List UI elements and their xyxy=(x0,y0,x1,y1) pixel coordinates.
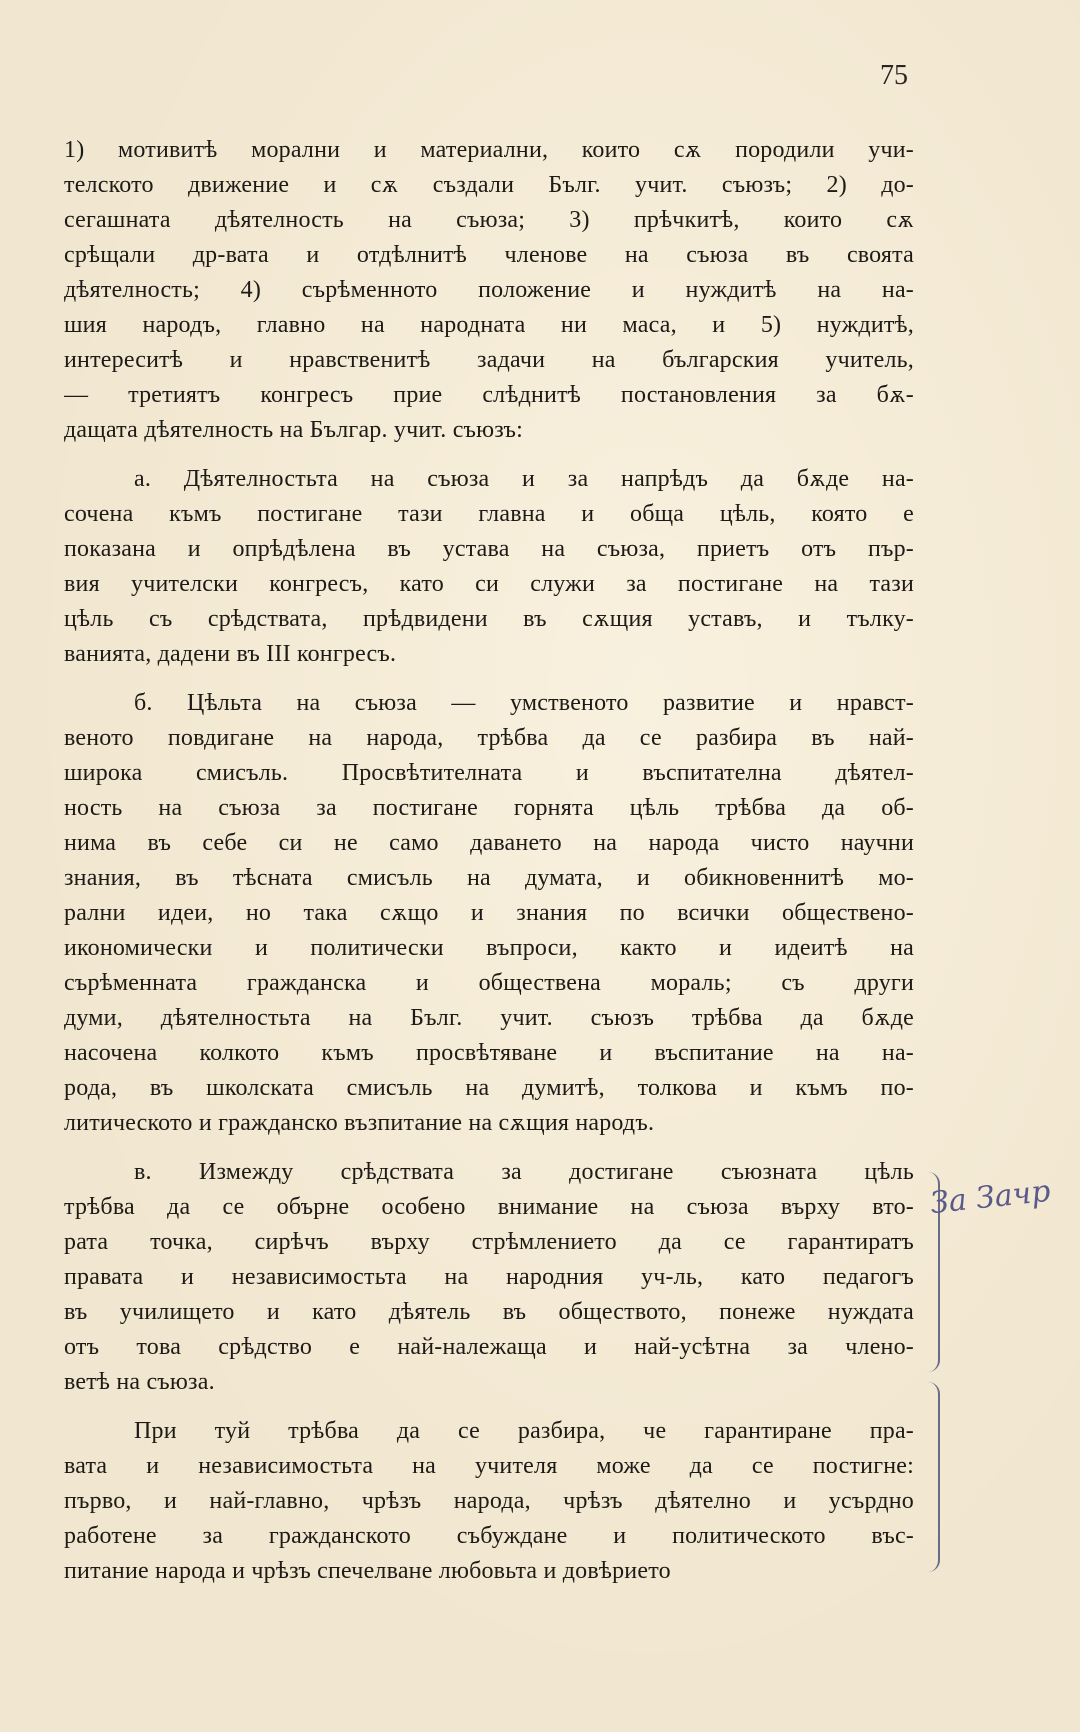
text-line: широка смисъль. Просвѣтителната и въспитателна дѣятел- xyxy=(64,760,914,786)
text-line: трѣбва да се обърне особено внимание на съюза върху вто- xyxy=(64,1194,914,1220)
text-line: телското движение и сѫ създали Бълг. учит. съюзъ; 2) до- xyxy=(64,172,914,198)
text-line: рода, въ школската смисъль на думитѣ, толкова и къмъ по- xyxy=(64,1075,914,1101)
text-line: работене за гражданското събуждане и политическото въс- xyxy=(64,1523,914,1549)
text-line: дащата дѣятелность на Българ. учит. съюзъ: xyxy=(64,417,524,443)
paragraph xyxy=(64,462,914,672)
text-line: сегашната дѣятелность на съюза; 3) прѣчкитѣ, които сѫ xyxy=(64,207,914,233)
text-line: ветѣ на съюза. xyxy=(64,1369,215,1395)
text-line: отъ това срѣдство е най-належаща и най-усѣтна за члено- xyxy=(64,1334,914,1360)
text-line: рата точка, сирѣчъ върху стрѣмлението да се гарантиратъ xyxy=(64,1229,914,1255)
text-line: ность на съюза за постигане горнята цѣль трѣбва да об- xyxy=(64,795,914,821)
text-line: насочена колкото къмъ просвѣтяване и въспитание на на- xyxy=(64,1040,914,1066)
text-line: сочена къмъ постигане тази главна и обща цѣль, която е xyxy=(64,501,914,527)
text-line: знания, въ тѣсната смисъль на думата, и обикновеннитѣ мо- xyxy=(64,865,914,891)
text-line: срѣщали др-вата и отдѣлнитѣ членове на съюза въ своята xyxy=(64,242,914,268)
text-line: правата и независимостьта на народния уч-ль, като педагогъ xyxy=(64,1264,914,1290)
text-line: ванията, дадени въ III конгресъ. xyxy=(64,641,397,667)
text-line: вия учителски конгресъ, като си служи за постигане на тази xyxy=(64,571,914,597)
paragraph-gap xyxy=(64,672,914,686)
text-line: икономически и политически въпроси, както и идеитѣ на xyxy=(64,935,914,961)
text-line: рални идеи, но така сѫщо и знания по всички обществено- xyxy=(64,900,914,926)
text-line: показана и опрѣдѣлена въ устава на съюза, приетъ отъ пър- xyxy=(64,536,914,562)
handwritten-marginal-note: За Зачр xyxy=(928,1173,1053,1222)
text-line: в. Измежду срѣдствата за достигане съюзната цѣль xyxy=(134,1159,914,1185)
text-line: б. Цѣльта на съюза — умственото развитие и нравст- xyxy=(134,690,914,716)
margin-brace-mark xyxy=(918,1382,940,1572)
page-number: 75 xyxy=(880,60,908,91)
paragraph xyxy=(64,133,914,448)
paragraph-gap xyxy=(64,448,914,462)
text-line: въ училището и като дѣятель въ обществото, понеже нуждата xyxy=(64,1299,914,1325)
text-line: питание народа и чрѣзъ спечелване любовьта и довѣрието xyxy=(64,1558,671,1584)
text-line: вата и независимостьта на учителя може да се постигне: xyxy=(64,1453,914,1479)
text-line: нима въ себе си не само даването на народа чисто научни xyxy=(64,830,914,856)
text-line: първо, и най-главно, чрѣзъ народа, чрѣзъ дѣятелно и усърдно xyxy=(64,1488,914,1514)
text-line: дѣятелность; 4) сърѣменното положение и нуждитѣ на на- xyxy=(64,277,914,303)
text-line: веното повдигане на народа, трѣбва да се разбира въ най- xyxy=(64,725,914,751)
text-line: При туй трѣбва да се разбира, че гарантиране пра- xyxy=(134,1418,914,1444)
page-body xyxy=(64,133,914,1589)
text-line: интереситѣ и нравственитѣ задачи на българския учитель, xyxy=(64,347,914,373)
text-line: шия народъ, главно на народната ни маса, и 5) нуждитѣ, xyxy=(64,312,914,338)
paragraph-gap xyxy=(64,1141,914,1155)
text-line: — третиятъ конгресъ прие слѣднитѣ постановления за бѫ- xyxy=(64,382,914,408)
text-line: 1) мотивитѣ морални и материални, които сѫ породили учи- xyxy=(64,137,914,163)
paragraph xyxy=(64,686,914,1141)
paragraph xyxy=(64,1155,914,1400)
text-line: литическото и гражданско възпитание на сѫщия народъ. xyxy=(64,1110,655,1136)
text-line: думи, дѣятелностьта на Бълг. учит. съюзъ трѣбва да бѫде xyxy=(64,1005,914,1031)
paragraph xyxy=(64,1414,914,1589)
text-line: сърѣменната гражданска и обществена мораль; съ други xyxy=(64,970,914,996)
text-line: цѣль съ срѣдствата, прѣдвидени въ сѫщия уставъ, и тълку- xyxy=(64,606,914,632)
text-line: а. Дѣятелностьта на съюза и за напрѣдъ да бѫде на- xyxy=(134,466,914,492)
paragraph-gap xyxy=(64,1400,914,1414)
